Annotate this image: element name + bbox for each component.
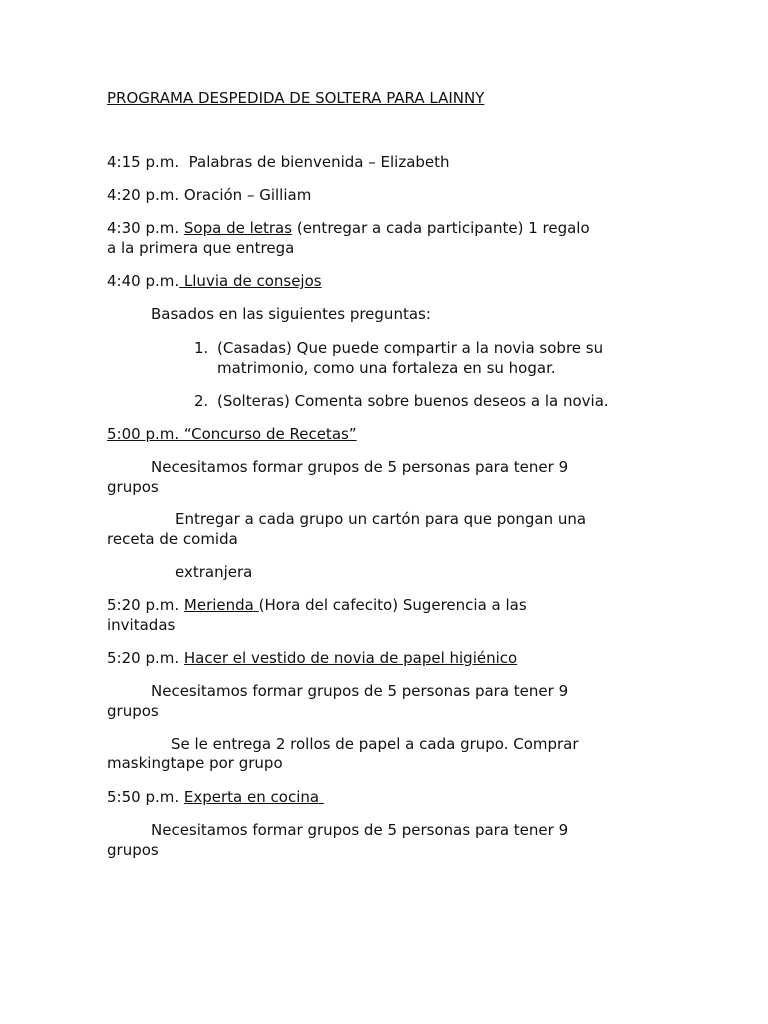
item-experta-en-cocina [107, 787, 324, 807]
paragraph-text-continuation: maskingtape por grupo [107, 754, 283, 772]
item-time: 4:30 p.m. [107, 219, 180, 237]
questions-intro: Basados en las siguientes preguntas: [151, 305, 431, 323]
item-bienvenida [107, 152, 450, 172]
paragraph-text-continuation: grupos [107, 841, 159, 859]
question-number: 2. [194, 392, 209, 410]
item-time: 5:20 p.m. [107, 596, 180, 614]
item-sopa-de-letras [107, 218, 590, 238]
item-vestido-de-novia [107, 648, 517, 668]
question-text: (Casadas) Que puede compartir a la novia sobre su [217, 339, 604, 357]
item-text: (Hora del cafecito) Sugerencia a las [258, 596, 527, 614]
item-time: 5:20 p.m. [107, 649, 180, 667]
paragraph-text: Necesitamos formar grupos de 5 personas para tener 9 [151, 458, 569, 476]
item-text-continuation: invitadas [107, 616, 176, 634]
item-activity: Lluvia de consejos [183, 272, 322, 290]
paragraph-text: Se le entrega 2 rollos de papel a cada grupo. Comprar [171, 735, 579, 753]
item-text-continuation: a la primera que entrega [107, 239, 295, 257]
paragraph-text: Necesitamos formar grupos de 5 personas para tener 9 [151, 682, 569, 700]
item-text: (entregar a cada participante) 1 regalo [296, 219, 590, 237]
item-merienda [107, 595, 527, 615]
paragraph-text: Entregar a cada grupo un cartón para que pongan una [175, 510, 587, 528]
item-activity: Sopa de letras [183, 219, 293, 237]
item-time: 4:40 p.m. [107, 272, 180, 290]
paragraph-text-continuation: receta de comida [107, 530, 238, 548]
question-number: 1. [194, 339, 209, 357]
item-text: Oración – Gilliam [183, 186, 312, 204]
item-time: 4:20 p.m. [107, 186, 180, 204]
item-activity: Experta en cocina [183, 788, 320, 806]
item-time: 4:15 p.m. [107, 153, 180, 171]
item-text: Palabras de bienvenida – Elizabeth [188, 153, 450, 171]
item-activity: Hacer el vestido de novia de papel higiénico [183, 649, 518, 667]
document-title: PROGRAMA DESPEDIDA DE SOLTERA PARA LAINNY [107, 89, 485, 107]
question-text: (Solteras) Comenta sobre buenos deseos a la novia. [217, 392, 609, 410]
item-activity: Merienda [183, 596, 254, 614]
paragraph-text: extranjera [175, 563, 253, 581]
question-text-continuation: matrimonio, como una fortaleza en su hogar. [217, 359, 556, 377]
paragraph-text-continuation: grupos [107, 478, 159, 496]
item-oracion [107, 185, 311, 205]
item-lluvia-de-consejos [107, 271, 322, 291]
paragraph-text: Necesitamos formar grupos de 5 personas para tener 9 [151, 821, 569, 839]
item-time: 5:50 p.m. [107, 788, 180, 806]
paragraph-text-continuation: grupos [107, 702, 159, 720]
item-concurso-de-recetas: 5:00 p.m. “Concurso de Recetas” [107, 425, 357, 443]
